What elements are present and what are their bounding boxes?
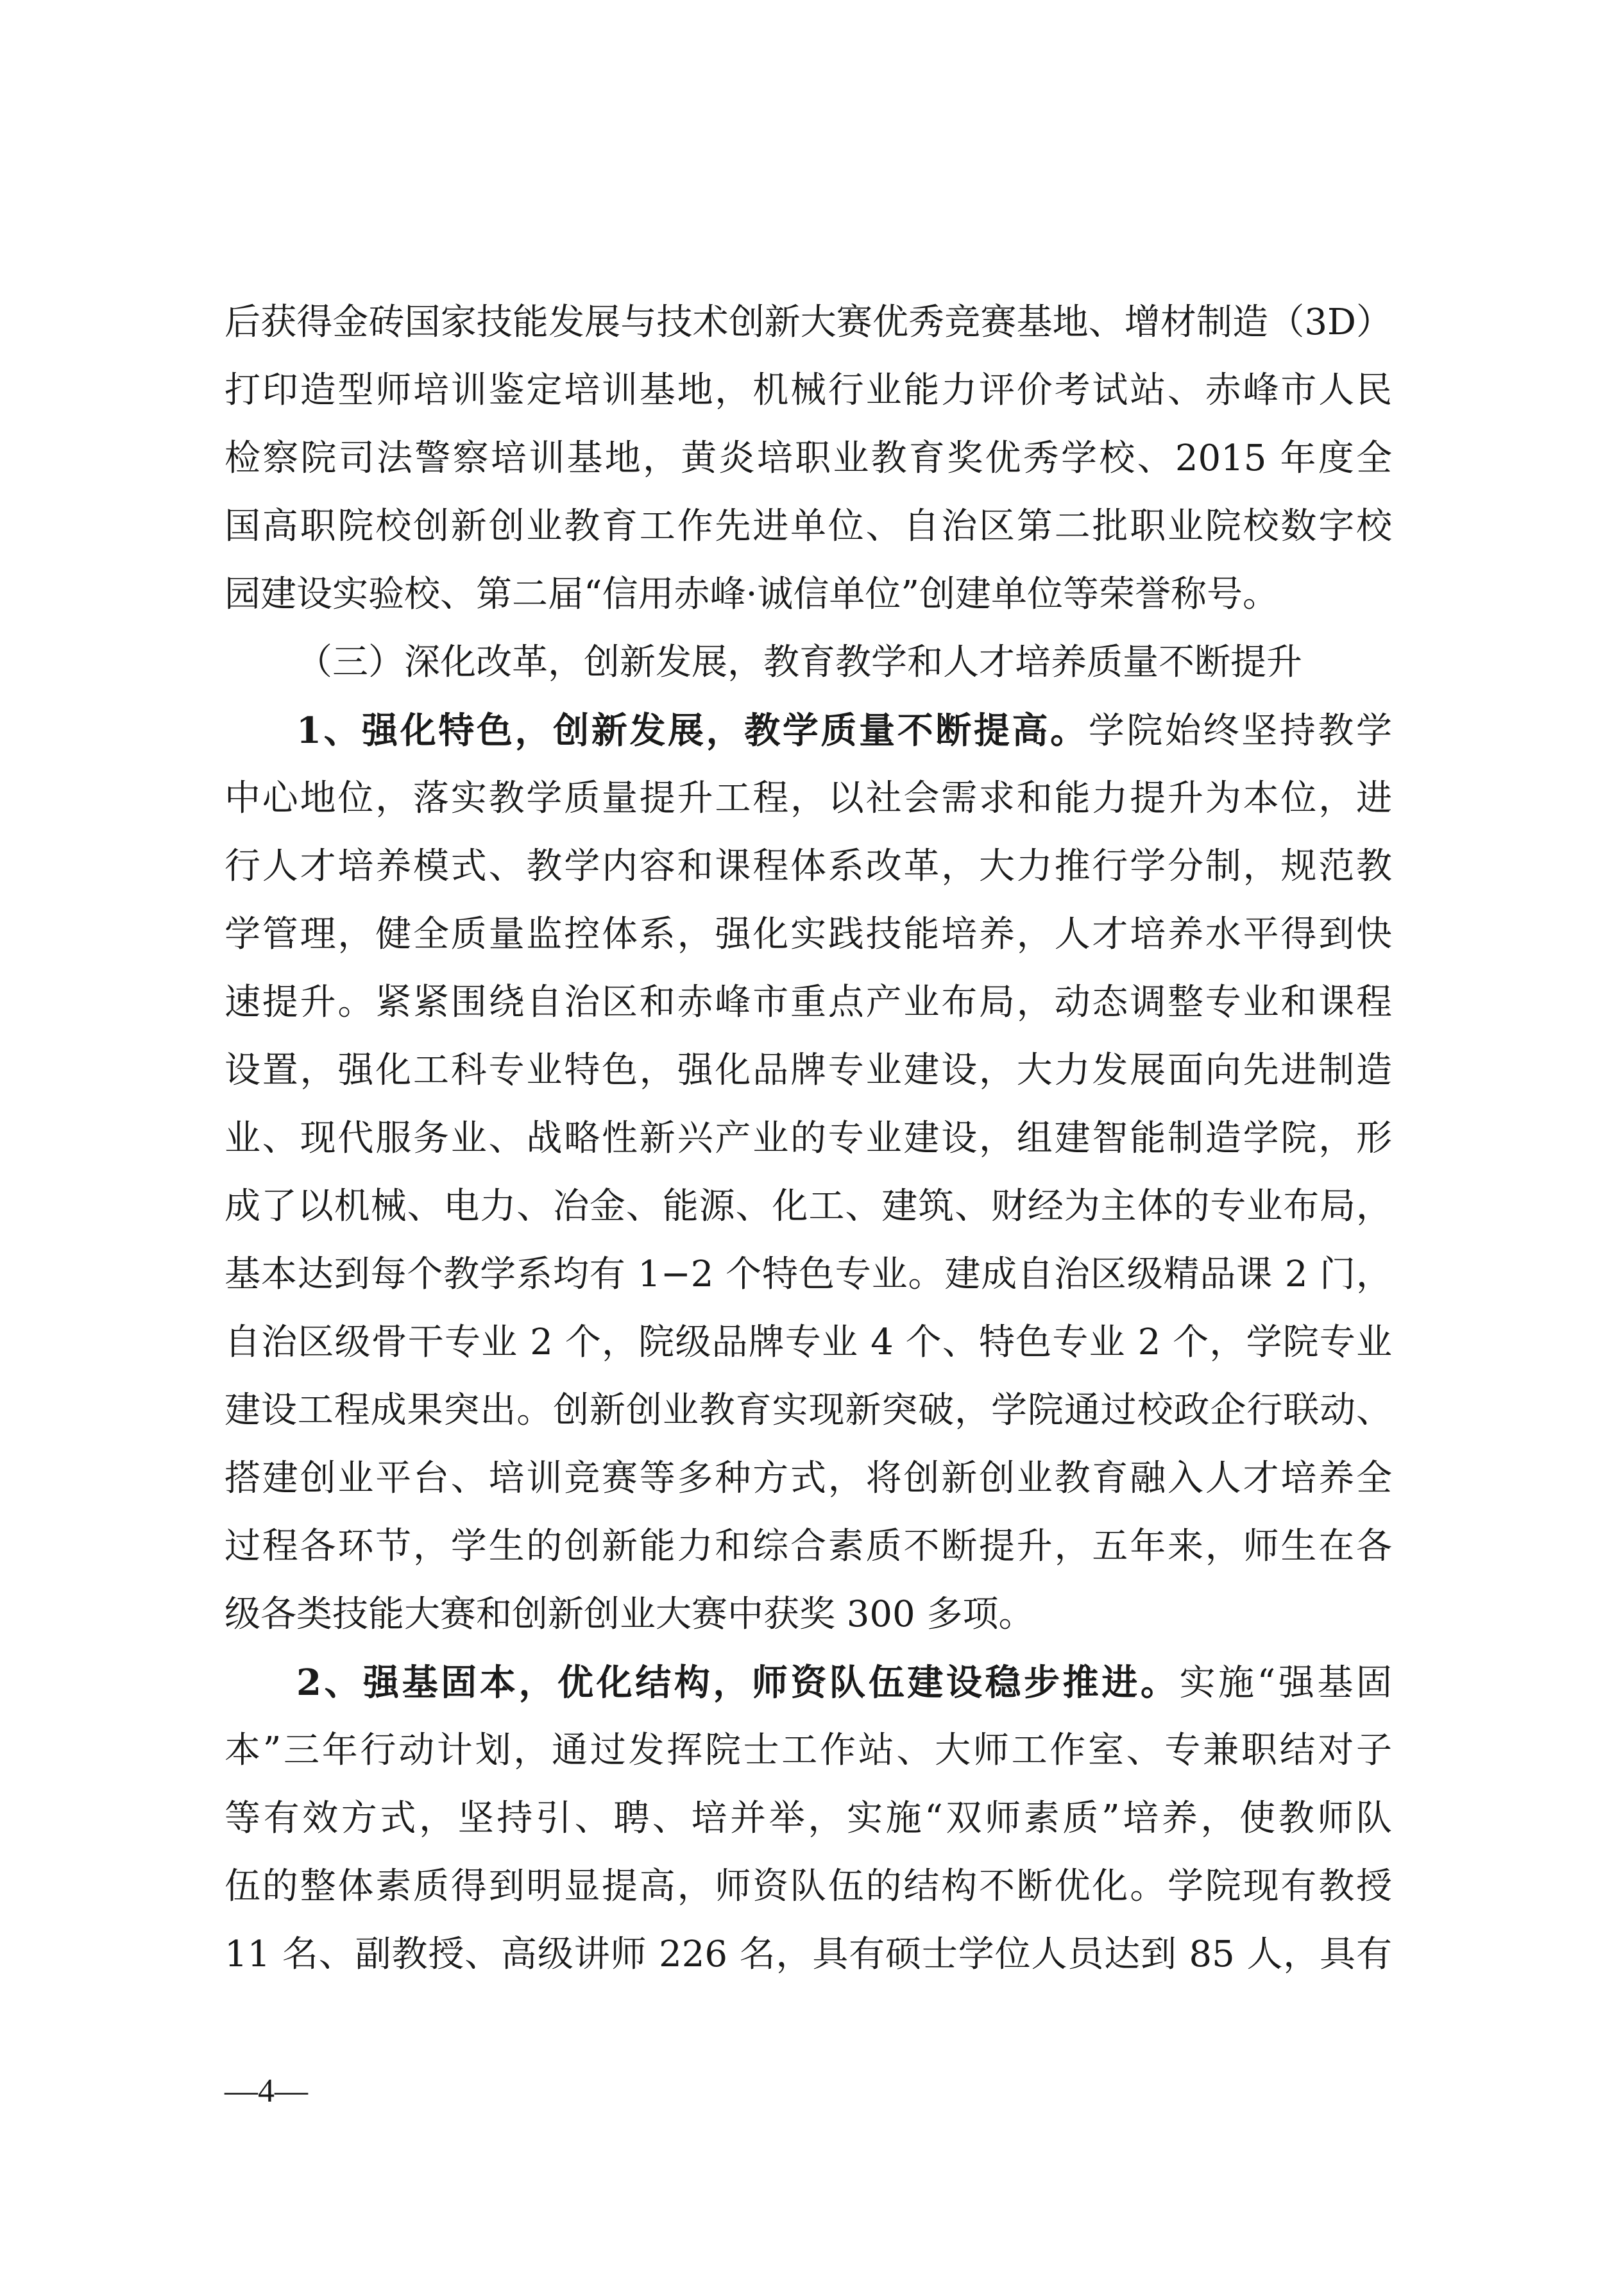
- text-line: 过程各环节，学生的创新能力和综合素质不断提升，五年来，师生在各: [225, 1526, 1392, 1567]
- text-line: 建设工程成果突出。创新创业教育实现新突破，学院通过校政企行联动、: [225, 1390, 1392, 1431]
- body-text: [225, 289, 1392, 1989]
- section-heading: （三）深化改革，创新发展，教育教学和人才培养质量不断提升: [296, 642, 1302, 683]
- text-line: 打印造型师培训鉴定培训基地，机械行业能力评价考试站、赤峰市人民: [225, 370, 1392, 411]
- text-line: 11 名、副教授、高级讲师 226 名，具有硕士学位人员达到 85 人，具有: [225, 1934, 1392, 1975]
- paragraph-1-lead: 1、强化特色，创新发展，教学质量不断提高。: [296, 710, 1089, 752]
- text-line: 等有效方式，坚持引、聘、培并举，实施“双师素质”培养，使教师队: [225, 1798, 1392, 1839]
- text-line: 自治区级骨干专业 2 个，院级品牌专业 4 个、特色专业 2 个，学院专业: [225, 1322, 1392, 1363]
- text-line: 设置，强化工科专业特色，强化品牌专业建设，大力发展面向先进制造: [225, 1050, 1392, 1091]
- text-line: 国高职院校创新创业教育工作先进单位、自治区第二批职业院校数字校: [225, 506, 1392, 547]
- text-line: 中心地位，落实教学质量提升工程，以社会需求和能力提升为本位，进: [225, 778, 1392, 819]
- text-line: 园建设实验校、第二届“信用赤峰·诚信单位”创建单位等荣誉称号。: [225, 574, 1279, 615]
- paragraph-1-lead-rest: 学院始终坚持教学: [1088, 710, 1392, 752]
- text-line: 后获得金砖国家技能发展与技术创新大赛优秀竞赛基地、增材制造（3D）: [225, 302, 1392, 343]
- text-line: 检察院司法警察培训基地，黄炎培职业教育奖优秀学校、2015 年度全: [225, 438, 1392, 479]
- text-line: 伍的整体素质得到明显提高，师资队伍的结构不断优化。学院现有教授: [225, 1866, 1392, 1907]
- text-line: 基本达到每个教学系均有 1−2 个特色专业。建成自治区级精品课 2 门，: [225, 1254, 1392, 1295]
- text-line: 速提升。紧紧围绕自治区和赤峰市重点产业布局，动态调整专业和课程: [225, 982, 1392, 1023]
- paragraph-1-first-line: [225, 697, 1392, 765]
- page-number: —4—: [225, 2073, 308, 2109]
- text-line: 学管理，健全质量监控体系，强化实践技能培养，人才培养水平得到快: [225, 914, 1392, 955]
- paragraph-2-first-line: [225, 1649, 1392, 1717]
- text-line: 行人才培养模式、教学内容和课程体系改革，大力推行学分制，规范教: [225, 846, 1392, 887]
- text-line: 业、现代服务业、战略性新兴产业的专业建设，组建智能制造学院，形: [225, 1118, 1392, 1159]
- text-line: 本”三年行动计划，通过发挥院士工作站、大师工作室、专兼职结对子: [225, 1730, 1392, 1771]
- paragraph-2-lead: 2、强基固本，优化结构，师资队伍建设稳步推进。: [296, 1662, 1180, 1704]
- text-line: 成了以机械、电力、冶金、能源、化工、建筑、财经为主体的专业布局，: [225, 1186, 1392, 1227]
- text-line: 搭建创业平台、培训竞赛等多种方式，将创新创业教育融入人才培养全: [225, 1458, 1392, 1499]
- paragraph-2-lead-rest: 实施“强基固: [1179, 1662, 1392, 1704]
- text-line: 级各类技能大赛和创新创业大赛中获奖 300 多项。: [225, 1594, 1035, 1635]
